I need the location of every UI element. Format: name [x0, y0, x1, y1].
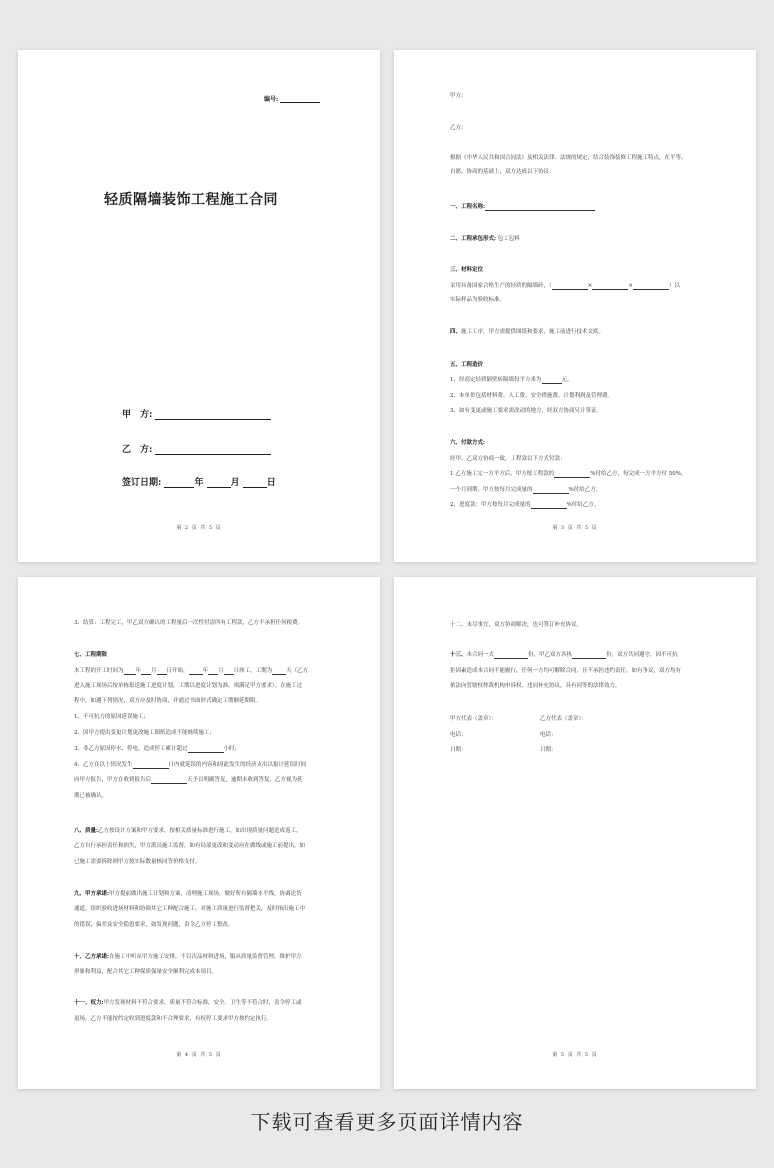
payment-clause: 经甲、乙双方协商一致，工程款以下方式付款：: [450, 456, 566, 462]
party-a-blank: [155, 410, 271, 420]
blank: [272, 668, 286, 675]
copies-clause: 拒因素造成本合同不能履行，任何一方均可解除合同，且不承担违约责任。如有争议，双方均有: [450, 668, 682, 674]
contract-number-label: 编号:: [264, 96, 279, 103]
page-number: 第 5 页 共 5 页: [552, 1052, 598, 1058]
sign-date-field: [122, 475, 276, 488]
year-label: 年: [194, 478, 204, 488]
download-more-caption: 下载可查看更多页面详情内容: [250, 1110, 524, 1134]
blank: [141, 668, 151, 675]
material-text: 采用具备国家合格生产的轻质的隔墙砖，（: [450, 283, 552, 289]
schedule-text: 向甲方报告，甲方在收到报告后: [74, 777, 152, 783]
blank: [542, 377, 562, 384]
section-heading: 二、工程承包形式:: [450, 236, 497, 242]
schedule-text: 日竣工，工期为: [233, 668, 273, 674]
blank: [633, 283, 669, 290]
payment-text: 2、进度款：甲方按每月完成量的: [450, 502, 531, 508]
commitment-text: 甲方提前做出施工计划和方案，清理施工现场，做好所有隔墙水平线，协调送货: [109, 891, 302, 897]
multiply-sign: ×: [628, 283, 633, 289]
schedule-text: 日内就延误的内容和因此发生的经济支出以报计延误时间: [168, 762, 307, 768]
schedule-clause: 2、因甲方提出变更计划更改施工图纸造成不能继续施工；: [74, 730, 216, 736]
party-a-commitment: 通道，组织验收进场材料和协调其它工种配合施工，对施工质量进行监督把关，及时指出施工中: [74, 906, 306, 912]
schedule-clause: 1、不可抗力的原因延误施工；: [74, 714, 150, 720]
contract-number-blank: [280, 97, 320, 103]
schedule-text: 年: [135, 668, 142, 674]
price-clause: [450, 376, 573, 384]
rights-clause: 退场，乙方不能按约定收到进度款和不合理要求，有权停工要求甲方按约定执行。: [74, 1016, 273, 1022]
price-text: 元。: [561, 377, 573, 383]
section-heading: 一、工程名称:: [450, 204, 486, 210]
payment-text: %付给乙方。: [568, 487, 602, 493]
copies-clause: [450, 651, 678, 659]
party-b-label: 乙 方:: [122, 445, 153, 455]
document-page-cover: [18, 50, 380, 562]
year-blank: [164, 478, 194, 488]
blank: [124, 668, 136, 675]
blank: [592, 283, 628, 290]
price-clause: 2、本单价包括材料费、人工费、安全措施费、计划利润及管理费。: [450, 393, 614, 399]
section-heading: 五、工程造价: [450, 362, 484, 368]
quality-clause: [74, 827, 302, 835]
party-a-label: 甲 方:: [122, 410, 153, 420]
blank: [188, 746, 224, 753]
contract-form-value: 包工包料: [497, 236, 520, 242]
contract-title: 轻质隔墙装饰工程施工合同: [104, 192, 278, 208]
copies-text: 份，甲乙双方各执: [528, 652, 573, 658]
party-b-line: 乙方:: [450, 125, 463, 131]
blank: [133, 762, 169, 769]
payment-text: 1 乙方施工完一方平方后，甲方按工程款的: [450, 471, 555, 477]
party-a-line: 甲方:: [450, 93, 463, 99]
schedule-text: 天予以明确答复，逾期未收到答复，乙方视为延: [187, 777, 303, 783]
schedule-clause: [74, 761, 306, 769]
schedule-text: 小时；: [223, 746, 241, 752]
day-label: 日: [266, 478, 276, 488]
schedule-clause: 期已被确认。: [74, 793, 108, 799]
process-text: 施工工序，甲方需提供图纸和要求，施工前进行技术交底。: [461, 329, 605, 335]
party-a-commitment: [74, 890, 302, 898]
section-heading: 十三、: [450, 652, 467, 658]
blank: [531, 502, 567, 509]
schedule-text: 4、乙方在以上情况发生: [74, 762, 133, 768]
document-page-4: [394, 577, 756, 1089]
sign-date-label: 签订日期:: [122, 478, 162, 488]
schedule-text: 月: [151, 668, 157, 674]
party-b-blank: [155, 445, 271, 455]
blank: [572, 652, 606, 659]
page-number: 第 3 页 共 5 页: [552, 525, 598, 531]
material-spec: 实际样品为验收标准。: [450, 297, 506, 303]
schedule-text: 日开始，: [166, 668, 189, 674]
section-contract-form: [450, 235, 520, 243]
schedule-text: 本工程的开工时间为: [74, 668, 124, 674]
party-b-commitment: 形象和利益，配合其它工种保质保量安全顺利完成本项目。: [74, 969, 218, 975]
section-heading: 七、工程期限: [74, 652, 108, 658]
commitment-text: 在施工中听从甲方施工安排，不以次品材料进场，服从质量监督管理，维护甲方: [109, 954, 302, 960]
party-a-date: 日期：: [450, 747, 467, 753]
rights-clause: [74, 999, 302, 1007]
blank: [554, 471, 590, 478]
party-a-phone: 电话：: [450, 732, 467, 738]
payment-text: %付给乙方，每完成一方平方付 50%。: [590, 471, 687, 477]
blank: [552, 283, 588, 290]
multiply-sign: ×: [587, 283, 593, 289]
project-name-blank: [485, 204, 595, 211]
schedule-clause: 程中，如遇下列情况，双方应及时协商，并通过书面形式确定工期顺延期限。: [74, 698, 262, 704]
month-blank: [207, 478, 231, 488]
contract-number: [264, 94, 320, 103]
blank: [151, 777, 187, 784]
quality-clause: 已施工需要拆除则甲方按实际数量核同等价格支付。: [74, 859, 201, 865]
blank: [157, 668, 167, 675]
party-b-field: [122, 442, 271, 455]
schedule-text: 年: [202, 668, 209, 674]
blank: [224, 668, 234, 675]
day-blank: [243, 478, 267, 488]
payment-clause: [450, 470, 686, 478]
schedule-text: 天（乙方: [286, 668, 309, 674]
section-process: [450, 328, 604, 336]
section-heading: 六、付款方式:: [450, 440, 486, 446]
month-label: 月: [230, 478, 240, 488]
settlement-clause: 3、结算：工程完工，甲乙双方确认的工程量后一次性付清所有工程款，乙方不承担任何税费。: [74, 620, 304, 626]
blank: [494, 652, 528, 659]
page-number: 第 4 页 共 5 页: [176, 1052, 222, 1058]
blank: [533, 487, 569, 494]
blank: [208, 668, 218, 675]
party-b-date: 日期：: [540, 747, 557, 753]
copies-text: 份，双方共同遵守，因不可抗: [606, 652, 678, 658]
document-page-2: [394, 50, 756, 562]
intro-text: 自愿、协商的基础上，双方达成以下协议：: [450, 169, 555, 175]
section-heading: 十一、权力:: [74, 1000, 104, 1006]
schedule-text: 3、非乙方原因停水、停电，造成停工累计超过: [74, 746, 188, 752]
section-heading: 四、: [450, 329, 462, 335]
schedule-clause: [74, 667, 308, 675]
material-text: ）以: [668, 283, 680, 289]
party-b-representative: 乙方代表（盖章）：: [540, 716, 587, 722]
schedule-text: 月: [218, 668, 224, 674]
section-heading: 三、材料定位: [450, 267, 484, 273]
payment-clause: [450, 486, 601, 494]
quality-text: 乙方按设计方案和甲方要求，按相关质量标准进行施工，如出现质量问题造成返工，: [98, 828, 302, 834]
price-clause: 3、如有变更或施工要求需改动的地方，经双方协商另计签证。: [450, 408, 603, 414]
section-project-name: [450, 203, 595, 211]
schedule-clause: 进入施工现场后按单栋报送施工进度计划，工期以进度计划为准，须满足甲方要求）。在施工过: [74, 683, 303, 689]
section-heading: 八、质量:: [74, 828, 99, 834]
party-b-phone: 电话：: [540, 732, 557, 738]
section-heading: 十、乙方承诺:: [74, 954, 110, 960]
party-a-representative: 甲方代表（盖章）：: [450, 716, 497, 722]
document-page-3: [18, 577, 380, 1089]
schedule-clause: [74, 745, 240, 753]
copies-clause: 依法向管辖权仲裁机构申诉权、违同补充协议，具有同等的法律效力。: [450, 683, 621, 689]
quality-clause: 乙方自行承担责任和损失，甲方派员施工监督，如有局部更改和变动应在做线或施工前提出，如: [74, 843, 306, 849]
blank: [189, 668, 203, 675]
schedule-clause: [74, 776, 303, 784]
intro-text: 根据《中华人民共和国合同法》及相关法律、法规的规定，结合装饰装修工程施工特点，在平等、: [450, 155, 687, 161]
payment-text: %付给乙方。: [566, 502, 600, 508]
party-a-field: [122, 407, 271, 420]
copies-text: 本合同一式: [466, 652, 495, 658]
payment-clause: [450, 501, 599, 509]
rights-text: 甲方发现材料不符合要求，质量不符合标准，安全、卫生等不符合时，责令停工或: [103, 1000, 302, 1006]
payment-text: 一个月到期，甲方按每月完成量的: [450, 487, 533, 493]
misc-clause: 十二、未尽事宜，双方协商解决，也可签订补充协议。: [450, 622, 583, 628]
section-heading: 九、甲方承诺:: [74, 891, 110, 897]
price-text: 1、经商定轻质隔壁砖隔墙每平方米为: [450, 377, 542, 383]
page-number: 第 2 页 共 5 页: [176, 525, 222, 531]
material-spec: [450, 282, 680, 290]
party-a-commitment: 的错误、偏差及安全隐患要求，如发现问题，责令乙方停工整改。: [74, 922, 234, 928]
party-b-commitment: [74, 953, 302, 961]
